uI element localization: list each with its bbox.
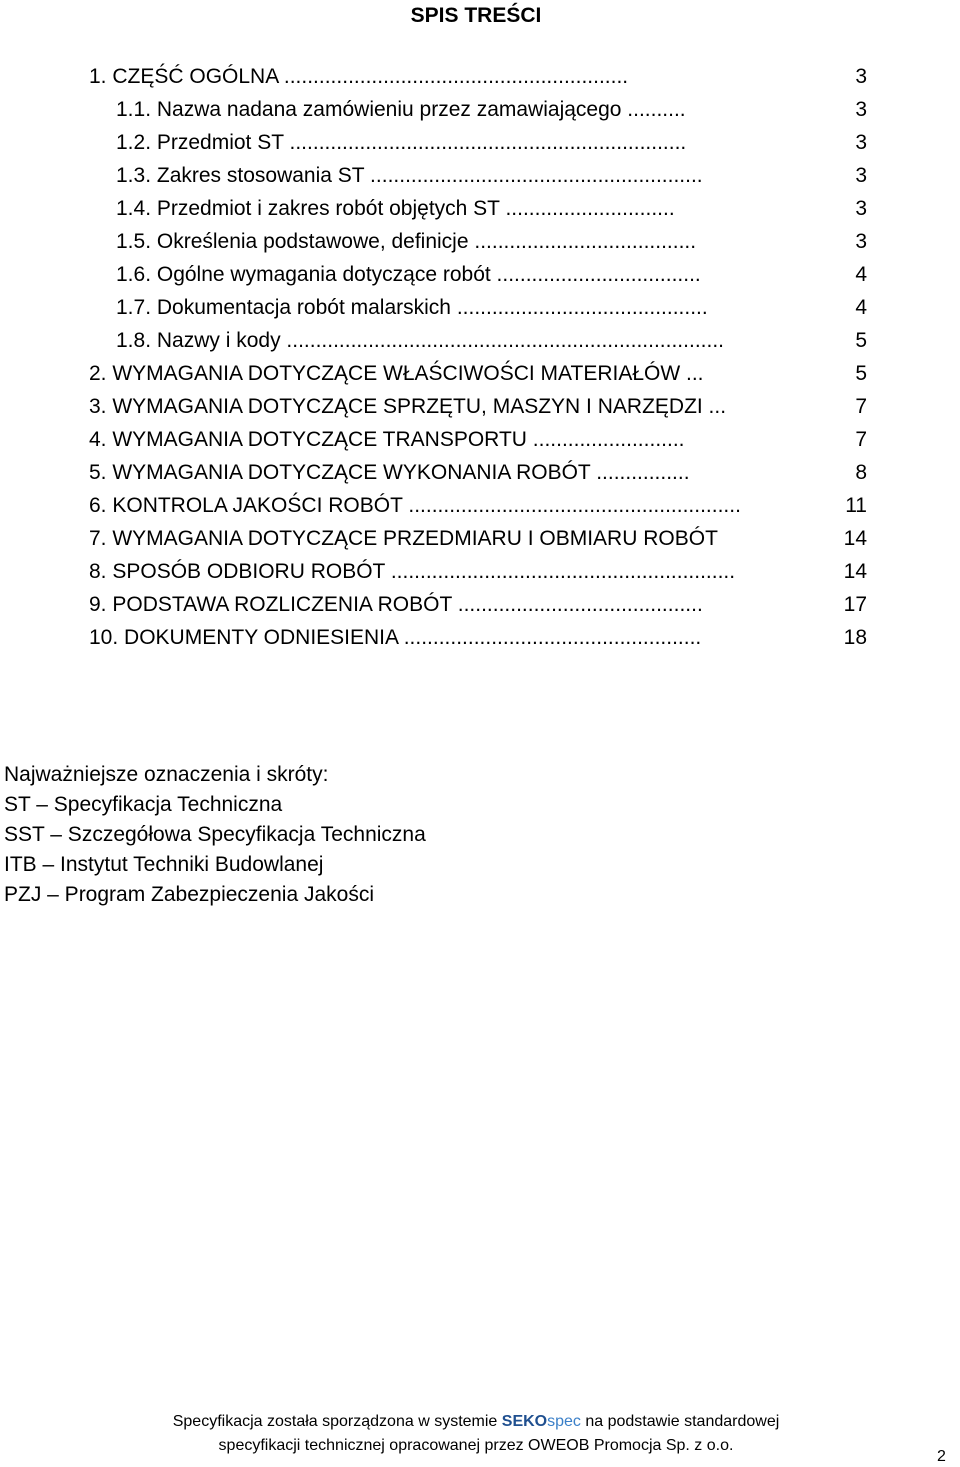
toc-entry-label: 2. WYMAGANIA DOTYCZĄCE WŁAŚCIWOŚCI MATERIAŁÓW ...	[89, 362, 704, 385]
page-title: SPIS TREŚCI	[410, 4, 542, 27]
toc-entry-label: 1.6. Ogólne wymagania dotyczące robót ...................................	[116, 263, 701, 286]
toc-entry-page: 5	[855, 329, 867, 352]
toc-entry-page: 11	[845, 494, 867, 517]
toc-entry-page: 14	[843, 527, 867, 550]
toc-entry[interactable]	[116, 192, 867, 225]
toc-entry-label: 4. WYMAGANIA DOTYCZĄCE TRANSPORTU ..........................	[89, 428, 685, 451]
toc-entry[interactable]	[89, 60, 867, 93]
toc-entry[interactable]	[89, 588, 867, 621]
toc-entry[interactable]	[89, 390, 867, 423]
toc-entry-page: 3	[855, 65, 867, 88]
toc-entry-page: 3	[855, 230, 867, 253]
abbreviation-item: PZJ – Program Zabezpieczenia Jakości	[4, 883, 374, 906]
page-number: 2	[937, 1448, 946, 1465]
abbreviations-heading: Najważniejsze oznaczenia i skróty:	[4, 763, 329, 786]
toc-entry-label: 8. SPOSÓB ODBIORU ROBÓT ...........................................................	[89, 560, 736, 583]
toc-entry[interactable]	[89, 456, 867, 489]
abbreviation-item: ST – Specyfikacja Techniczna	[4, 793, 283, 816]
abbreviation-item: SST – Szczegółowa Specyfikacja Techniczna	[4, 823, 426, 846]
toc-entry-page: 3	[855, 164, 867, 187]
toc-entry-label: 1.8. Nazwy i kody ...........................................................................	[116, 329, 724, 352]
footer-line-1	[0, 1410, 952, 1434]
toc-entry-label: 5. WYMAGANIA DOTYCZĄCE WYKONANIA ROBÓT ................	[89, 461, 690, 484]
toc-entry-page: 14	[843, 560, 867, 583]
toc-entry-label: 1.5. Określenia podstawowe, definicje ......................................	[116, 230, 697, 253]
toc-entry[interactable]	[116, 126, 867, 159]
toc-entry-page: 4	[855, 296, 867, 319]
page-footer	[0, 1410, 952, 1458]
toc-entry[interactable]	[89, 423, 867, 456]
toc-entry-label: 3. WYMAGANIA DOTYCZĄCE SPRZĘTU, MASZYN I NARZĘDZI ...	[89, 395, 727, 418]
toc-entry[interactable]	[116, 225, 867, 258]
toc-entry[interactable]	[89, 555, 867, 588]
sekospec-logo: SEKOspec	[501, 1413, 581, 1430]
toc-entry-page: 7	[855, 395, 867, 418]
toc-entry-page: 17	[843, 593, 867, 616]
footer-line-2: specyfikacji technicznej opracowanej przez OWEOB Promocja Sp. z o.o.	[218, 1437, 734, 1454]
toc-entry-page: 3	[855, 131, 867, 154]
toc-entry[interactable]	[89, 621, 867, 654]
toc-entry-label: 10. DOKUMENTY ODNIESIENIA ...................................................	[89, 626, 702, 649]
toc-entry[interactable]	[89, 489, 867, 522]
toc-entry[interactable]	[116, 159, 867, 192]
toc-entry-label: 1.3. Zakres stosowania ST .........................................................	[116, 164, 703, 187]
toc-entry[interactable]	[116, 258, 867, 291]
toc-entry-label: 1.4. Przedmiot i zakres robót objętych ST .............................	[116, 197, 675, 220]
toc-entry-label: 6. KONTROLA JAKOŚCI ROBÓT .........................................................	[89, 494, 741, 517]
toc-entry-label: 1. CZĘŚĆ OGÓLNA ...........................................................	[89, 65, 629, 88]
toc-entry[interactable]	[116, 291, 867, 324]
toc-entry[interactable]	[116, 324, 867, 357]
abbreviations-section	[4, 760, 426, 910]
toc-entry-label: 1.1. Nazwa nadana zamówieniu przez zamawiającego ..........	[116, 98, 686, 121]
toc-entry[interactable]	[89, 522, 867, 555]
toc-entry-label: 9. PODSTAWA ROZLICZENIA ROBÓT ..........................................	[89, 593, 703, 616]
footer-text-before-brand: Specyfikacja została sporządzona w systemie	[172, 1413, 498, 1430]
toc-entry-page: 18	[843, 626, 867, 649]
footer-text-after-brand: na podstawie standardowej	[585, 1413, 780, 1430]
toc-entry-page: 4	[855, 263, 867, 286]
toc-entry-page: 7	[855, 428, 867, 451]
toc-entry-page: 5	[855, 362, 867, 385]
toc-entry[interactable]	[89, 357, 867, 390]
toc-entry-page: 3	[855, 197, 867, 220]
toc-entry-label: 1.2. Przedmiot ST ....................................................................	[116, 131, 687, 154]
toc-entry-page: 3	[855, 98, 867, 121]
toc-entry[interactable]	[116, 93, 867, 126]
toc-entry-label: 7. WYMAGANIA DOTYCZĄCE PRZEDMIARU I OBMIARU ROBÓT	[89, 527, 718, 550]
toc-entry-page: 8	[855, 461, 867, 484]
abbreviation-item: ITB – Instytut Techniki Budowlanej	[4, 853, 324, 876]
toc-entry-label: 1.7. Dokumentacja robót malarskich ...........................................	[116, 296, 708, 319]
